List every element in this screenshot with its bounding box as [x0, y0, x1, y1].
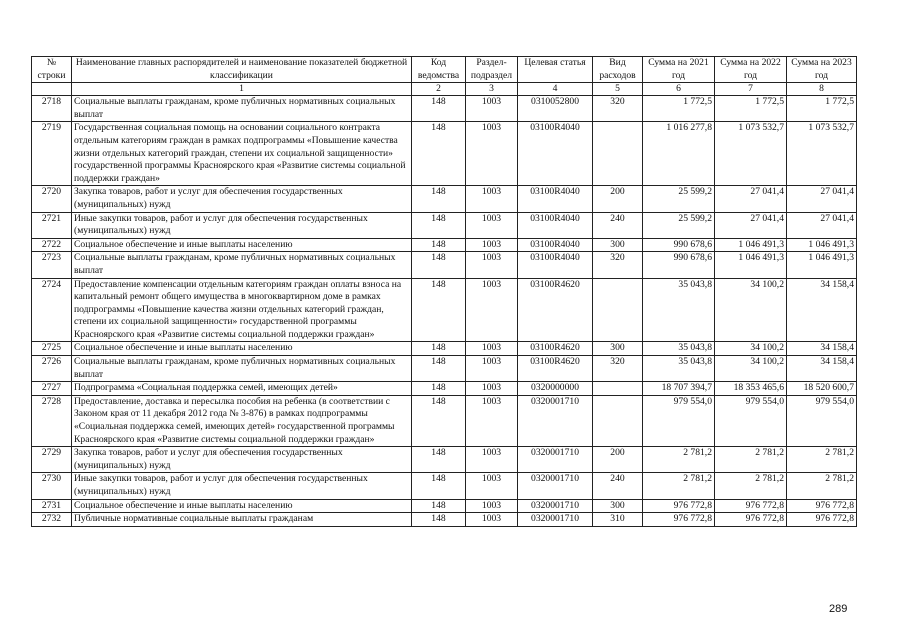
row-sum-2021: 25 599,2 — [643, 212, 715, 238]
row-target-code: 03100R4620 — [518, 278, 593, 342]
row-number: 2732 — [32, 513, 72, 527]
row-section-code: 1003 — [466, 122, 518, 186]
row-sum-2022: 976 772,8 — [715, 499, 787, 513]
row-expense-type: 300 — [593, 499, 643, 513]
row-sum-2022: 18 353 465,6 — [715, 382, 787, 396]
header-section: Раздел-подраздел — [466, 57, 518, 83]
row-sum-2023: 34 158,4 — [787, 278, 857, 342]
header-row — [32, 57, 857, 83]
row-sum-2023: 18 520 600,7 — [787, 382, 857, 396]
row-sum-2023: 1 772,5 — [787, 96, 857, 122]
row-number: 2731 — [32, 499, 72, 513]
table-row — [32, 447, 857, 473]
row-expense-type — [593, 395, 643, 446]
row-sum-2022: 1 046 491,3 — [715, 238, 787, 252]
row-target-code: 03100R4620 — [518, 356, 593, 382]
row-target-code: 03100R4620 — [518, 342, 593, 356]
row-section-code: 1003 — [466, 499, 518, 513]
row-dept-code: 148 — [412, 513, 466, 527]
column-number — [32, 83, 72, 96]
row-expense-type — [593, 382, 643, 396]
column-number: 7 — [715, 83, 787, 96]
row-sum-2022: 1 772,5 — [715, 96, 787, 122]
table-row — [32, 356, 857, 382]
table-row — [32, 212, 857, 238]
row-target-code: 0320001710 — [518, 473, 593, 499]
table-row — [32, 342, 857, 356]
row-name: Социальное обеспечение и иные выплаты населению — [72, 499, 412, 513]
column-numbers-row — [32, 83, 857, 96]
header-exp-type: Вид расходов — [593, 57, 643, 83]
row-sum-2023: 1 046 491,3 — [787, 252, 857, 278]
row-target-code: 03100R4040 — [518, 238, 593, 252]
row-sum-2021: 1 772,5 — [643, 96, 715, 122]
row-sum-2023: 27 041,4 — [787, 212, 857, 238]
row-sum-2022: 34 100,2 — [715, 356, 787, 382]
row-section-code: 1003 — [466, 513, 518, 527]
row-target-code: 03100R4040 — [518, 122, 593, 186]
table-row — [32, 513, 857, 527]
header-dept: Код ведомства — [412, 57, 466, 83]
row-expense-type — [593, 122, 643, 186]
column-number: 1 — [72, 83, 412, 96]
row-dept-code: 148 — [412, 96, 466, 122]
row-expense-type: 200 — [593, 186, 643, 212]
row-sum-2021: 979 554,0 — [643, 395, 715, 446]
column-number: 4 — [518, 83, 593, 96]
row-sum-2022: 976 772,8 — [715, 513, 787, 527]
row-section-code: 1003 — [466, 238, 518, 252]
row-number: 2721 — [32, 212, 72, 238]
row-sum-2023: 2 781,2 — [787, 473, 857, 499]
row-expense-type: 320 — [593, 252, 643, 278]
page-number: 289 — [829, 603, 848, 615]
row-sum-2021: 976 772,8 — [643, 499, 715, 513]
column-number: 3 — [466, 83, 518, 96]
row-sum-2022: 34 100,2 — [715, 278, 787, 342]
column-number: 5 — [593, 83, 643, 96]
table-row — [32, 122, 857, 186]
row-name: Закупка товаров, работ и услуг для обеспечения государственных (муниципальных) нужд — [72, 447, 412, 473]
row-name: Предоставление, доставка и пересылка пособия на ребенка (в соответствии с Законом края от 11 декабря 2012 года № 3-876) в рамках подпрограммы «Социальная поддержка семей, имеющих детей» государственной программы Красноярского края «Развитие системы социальной поддержки граждан» — [72, 395, 412, 446]
row-target-code: 0320001710 — [518, 395, 593, 446]
header-sum-2023: Сумма на 2023 год — [787, 57, 857, 83]
row-name: Иные закупки товаров, работ и услуг для обеспечения государственных (муниципальных) нужд — [72, 473, 412, 499]
row-dept-code: 148 — [412, 473, 466, 499]
row-target-code: 0320001710 — [518, 447, 593, 473]
row-target-code: 03100R4040 — [518, 186, 593, 212]
row-number: 2728 — [32, 395, 72, 446]
row-expense-type: 240 — [593, 473, 643, 499]
row-expense-type — [593, 278, 643, 342]
row-section-code: 1003 — [466, 342, 518, 356]
row-name: Социальные выплаты гражданам, кроме публичных нормативных социальных выплат — [72, 252, 412, 278]
row-sum-2022: 2 781,2 — [715, 473, 787, 499]
row-sum-2022: 1 046 491,3 — [715, 252, 787, 278]
row-sum-2021: 2 781,2 — [643, 473, 715, 499]
row-sum-2021: 990 678,6 — [643, 252, 715, 278]
row-sum-2023: 1 046 491,3 — [787, 238, 857, 252]
row-number: 2723 — [32, 252, 72, 278]
row-number: 2730 — [32, 473, 72, 499]
row-number: 2722 — [32, 238, 72, 252]
row-expense-type: 240 — [593, 212, 643, 238]
column-number: 8 — [787, 83, 857, 96]
row-sum-2021: 2 781,2 — [643, 447, 715, 473]
row-name: Предоставление компенсации отдельным категориям граждан оплаты взноса на капитальный ремонт общего имущества в многоквартирном доме в рамках подпрограммы «Повышение качества жизни отдельных категорий граждан, степени их социальной защищенности» государственной программы Красноярского края «Развитие системы социальной поддержки граждан» — [72, 278, 412, 342]
row-sum-2023: 34 158,4 — [787, 356, 857, 382]
table-row — [32, 395, 857, 446]
row-section-code: 1003 — [466, 356, 518, 382]
row-sum-2022: 27 041,4 — [715, 212, 787, 238]
row-name: Закупка товаров, работ и услуг для обеспечения государственных (муниципальных) нужд — [72, 186, 412, 212]
row-expense-type: 300 — [593, 238, 643, 252]
row-name: Социальное обеспечение и иные выплаты населению — [72, 342, 412, 356]
row-target-code: 03100R4040 — [518, 252, 593, 278]
row-name: Социальное обеспечение и иные выплаты населению — [72, 238, 412, 252]
row-name: Публичные нормативные социальные выплаты гражданам — [72, 513, 412, 527]
row-dept-code: 148 — [412, 447, 466, 473]
row-dept-code: 148 — [412, 499, 466, 513]
row-dept-code: 148 — [412, 382, 466, 396]
row-expense-type: 310 — [593, 513, 643, 527]
row-dept-code: 148 — [412, 238, 466, 252]
table-row — [32, 473, 857, 499]
row-dept-code: 148 — [412, 252, 466, 278]
column-number: 6 — [643, 83, 715, 96]
row-sum-2021: 25 599,2 — [643, 186, 715, 212]
row-section-code: 1003 — [466, 447, 518, 473]
header-name: Наименование главных распорядителей и наименование показателей бюджетной классификации — [72, 57, 412, 83]
table-body — [32, 96, 857, 527]
row-number: 2726 — [32, 356, 72, 382]
table-row — [32, 186, 857, 212]
row-dept-code: 148 — [412, 212, 466, 238]
row-number: 2729 — [32, 447, 72, 473]
row-name: Иные закупки товаров, работ и услуг для обеспечения государственных (муниципальных) нужд — [72, 212, 412, 238]
row-sum-2023: 34 158,4 — [787, 342, 857, 356]
row-dept-code: 148 — [412, 342, 466, 356]
row-expense-type: 320 — [593, 96, 643, 122]
row-sum-2022: 1 073 532,7 — [715, 122, 787, 186]
row-expense-type: 200 — [593, 447, 643, 473]
budget-table — [31, 56, 857, 527]
row-number: 2727 — [32, 382, 72, 396]
row-section-code: 1003 — [466, 212, 518, 238]
row-sum-2022: 979 554,0 — [715, 395, 787, 446]
row-sum-2021: 35 043,8 — [643, 342, 715, 356]
row-expense-type: 320 — [593, 356, 643, 382]
row-name: Государственная социальная помощь на основании социального контракта отдельным категориям граждан в рамках подпрограммы «Повышение качества жизни отдельных категорий граждан, степени их социальной защищенности» государственной программы Красноярского края «Развитие системы социальной поддержки граждан» — [72, 122, 412, 186]
row-name: Подпрограмма «Социальная поддержка семей, имеющих детей» — [72, 382, 412, 396]
row-number: 2725 — [32, 342, 72, 356]
row-sum-2023: 2 781,2 — [787, 447, 857, 473]
row-sum-2021: 990 678,6 — [643, 238, 715, 252]
row-section-code: 1003 — [466, 382, 518, 396]
row-sum-2023: 976 772,8 — [787, 499, 857, 513]
table-row — [32, 499, 857, 513]
row-sum-2021: 976 772,8 — [643, 513, 715, 527]
row-dept-code: 148 — [412, 278, 466, 342]
header-sum-2022: Сумма на 2022 год — [715, 57, 787, 83]
row-sum-2023: 27 041,4 — [787, 186, 857, 212]
row-expense-type: 300 — [593, 342, 643, 356]
table-row — [32, 96, 857, 122]
row-sum-2021: 35 043,8 — [643, 356, 715, 382]
row-sum-2022: 27 041,4 — [715, 186, 787, 212]
row-target-code: 0310052800 — [518, 96, 593, 122]
row-target-code: 0320000000 — [518, 382, 593, 396]
row-dept-code: 148 — [412, 395, 466, 446]
row-number: 2719 — [32, 122, 72, 186]
row-sum-2022: 34 100,2 — [715, 342, 787, 356]
row-target-code: 03100R4040 — [518, 212, 593, 238]
row-target-code: 0320001710 — [518, 499, 593, 513]
table-row — [32, 278, 857, 342]
row-number: 2724 — [32, 278, 72, 342]
row-section-code: 1003 — [466, 252, 518, 278]
table-row — [32, 238, 857, 252]
row-dept-code: 148 — [412, 186, 466, 212]
header-target: Целевая статья — [518, 57, 593, 83]
row-dept-code: 148 — [412, 356, 466, 382]
column-number: 2 — [412, 83, 466, 96]
row-name: Социальные выплаты гражданам, кроме публичных нормативных социальных выплат — [72, 96, 412, 122]
row-section-code: 1003 — [466, 278, 518, 342]
row-number: 2718 — [32, 96, 72, 122]
table-row — [32, 252, 857, 278]
row-sum-2021: 1 016 277,8 — [643, 122, 715, 186]
row-section-code: 1003 — [466, 395, 518, 446]
row-section-code: 1003 — [466, 473, 518, 499]
row-sum-2021: 35 043,8 — [643, 278, 715, 342]
row-sum-2023: 979 554,0 — [787, 395, 857, 446]
row-target-code: 0320001710 — [518, 513, 593, 527]
row-dept-code: 148 — [412, 122, 466, 186]
row-section-code: 1003 — [466, 186, 518, 212]
row-sum-2023: 976 772,8 — [787, 513, 857, 527]
row-number: 2720 — [32, 186, 72, 212]
header-row-num: № строки — [32, 57, 72, 83]
row-sum-2022: 2 781,2 — [715, 447, 787, 473]
row-section-code: 1003 — [466, 96, 518, 122]
row-sum-2023: 1 073 532,7 — [787, 122, 857, 186]
table-row — [32, 382, 857, 396]
row-name: Социальные выплаты гражданам, кроме публичных нормативных социальных выплат — [72, 356, 412, 382]
header-sum-2021: Сумма на 2021 год — [643, 57, 715, 83]
row-sum-2021: 18 707 394,7 — [643, 382, 715, 396]
